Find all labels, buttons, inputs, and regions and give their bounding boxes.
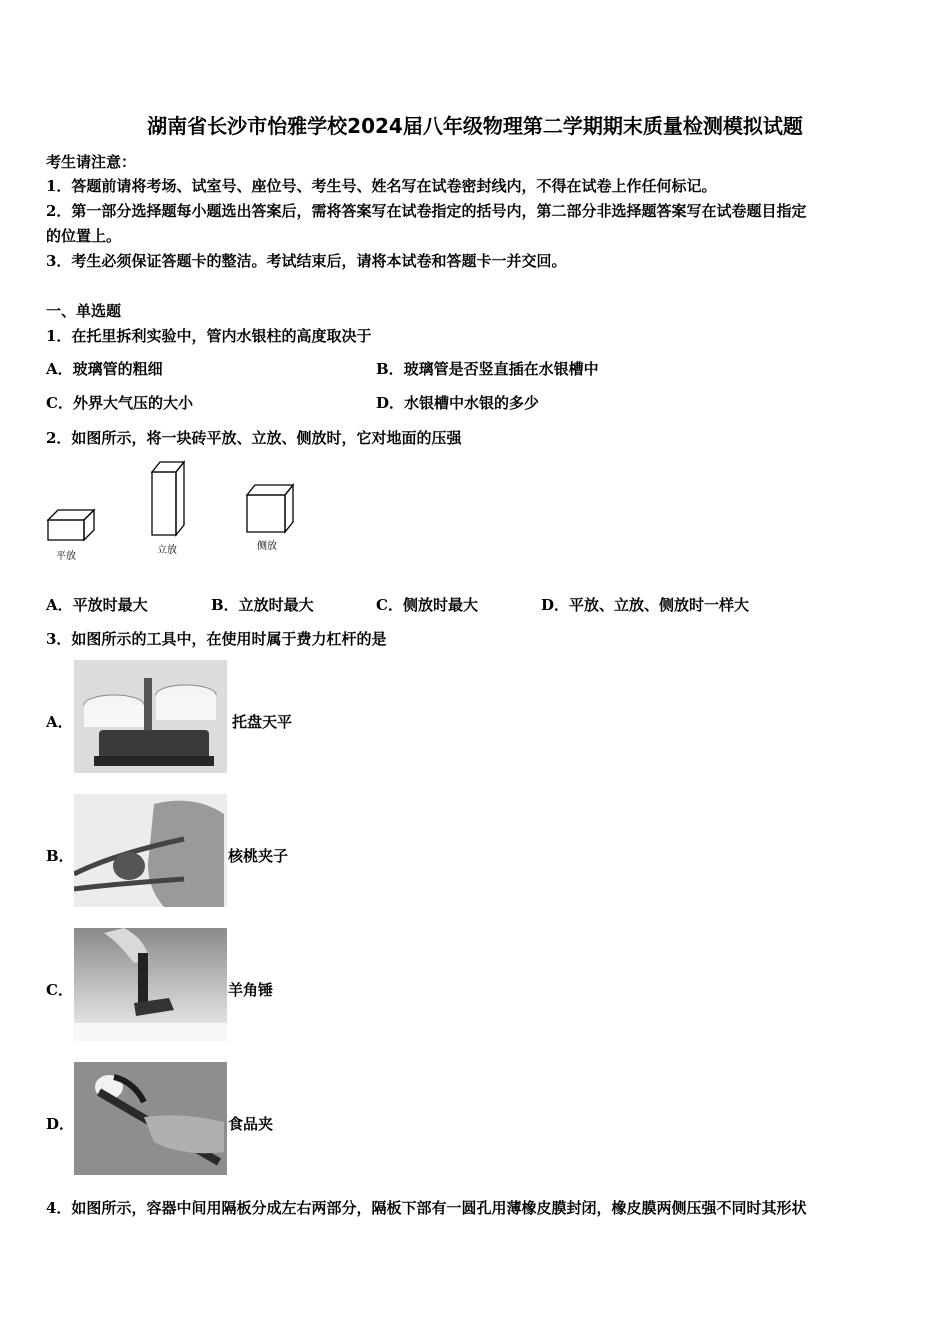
notice-item-3: 3．考生必须保证答题卡的整洁。考试结束后，请将本试卷和答题卡一并交回。	[46, 252, 567, 270]
brick-label-flat: 平放	[56, 551, 76, 562]
brick-label-standing: 立放	[157, 545, 177, 556]
q2-option-b[interactable]: B．立放时最大	[211, 596, 314, 614]
nutcracker-photo	[74, 794, 227, 907]
brick-label-side: 侧放	[257, 541, 277, 552]
balance-photo	[74, 660, 227, 773]
q3-option-a-label[interactable]: 托盘天平	[232, 713, 293, 731]
q2-option-a[interactable]: A．平放时最大	[46, 596, 148, 614]
tongs-photo	[74, 1062, 227, 1175]
q2-option-c[interactable]: C．侧放时最大	[376, 596, 478, 614]
q1-option-d[interactable]: D．水银槽中水银的多少	[376, 394, 540, 412]
page-title: 湖南省长沙市怡雅学校2024届八年级物理第二学期期末质量检测模拟试题	[147, 114, 803, 138]
notice-item-1: 1．答题前请将考场、试室号、座位号、考生号、姓名写在试卷密封线内，不得在试卷上作任何标记。	[46, 177, 717, 195]
hammer-photo	[74, 928, 227, 1041]
q3-option-c-letter[interactable]: C．	[46, 981, 73, 999]
q3-option-a-letter[interactable]: A．	[46, 713, 73, 731]
q3-option-d-letter[interactable]: D．	[46, 1115, 75, 1133]
brick-figure	[40, 455, 310, 570]
q3-option-b-label[interactable]: 核桃夹子	[228, 847, 289, 865]
q3-option-b-letter[interactable]: B．	[46, 847, 74, 865]
notice-item-2-cont: 的位置上。	[46, 227, 122, 245]
section-heading: 一、单选题	[46, 302, 122, 320]
brick-drawing	[40, 455, 310, 570]
q1-option-c[interactable]: C．外界大气压的大小	[46, 394, 193, 412]
notice-heading: 考生请注意：	[46, 153, 137, 171]
q3-option-d-label[interactable]: 食品夹	[228, 1115, 274, 1133]
notice-item-2: 2．第一部分选择题每小题选出答案后，需将答案写在试卷指定的括号内，第二部分非选择题答案写在试卷题目指定	[46, 202, 807, 220]
q1-option-a[interactable]: A．玻璃管的粗细	[46, 360, 163, 378]
q1-option-b[interactable]: B．玻璃管是否竖直插在水银槽中	[376, 360, 599, 378]
q2-stem: 2．如图所示，将一块砖平放、立放、侧放时，它对地面的压强	[46, 429, 462, 447]
q3-stem: 3．如图所示的工具中，在使用时属于费力杠杆的是	[46, 630, 387, 648]
q2-option-d[interactable]: D．平放、立放、侧放时一样大	[541, 596, 750, 614]
q1-stem: 1．在托里拆利实验中，管内水银柱的高度取决于	[46, 327, 372, 345]
q3-option-c-label[interactable]: 羊角锤	[228, 981, 274, 999]
q4-stem: 4．如图所示，容器中间用隔板分成左右两部分，隔板下部有一圆孔用薄橡皮膜封闭，橡皮膜两侧压强不同时其形状	[46, 1199, 807, 1217]
